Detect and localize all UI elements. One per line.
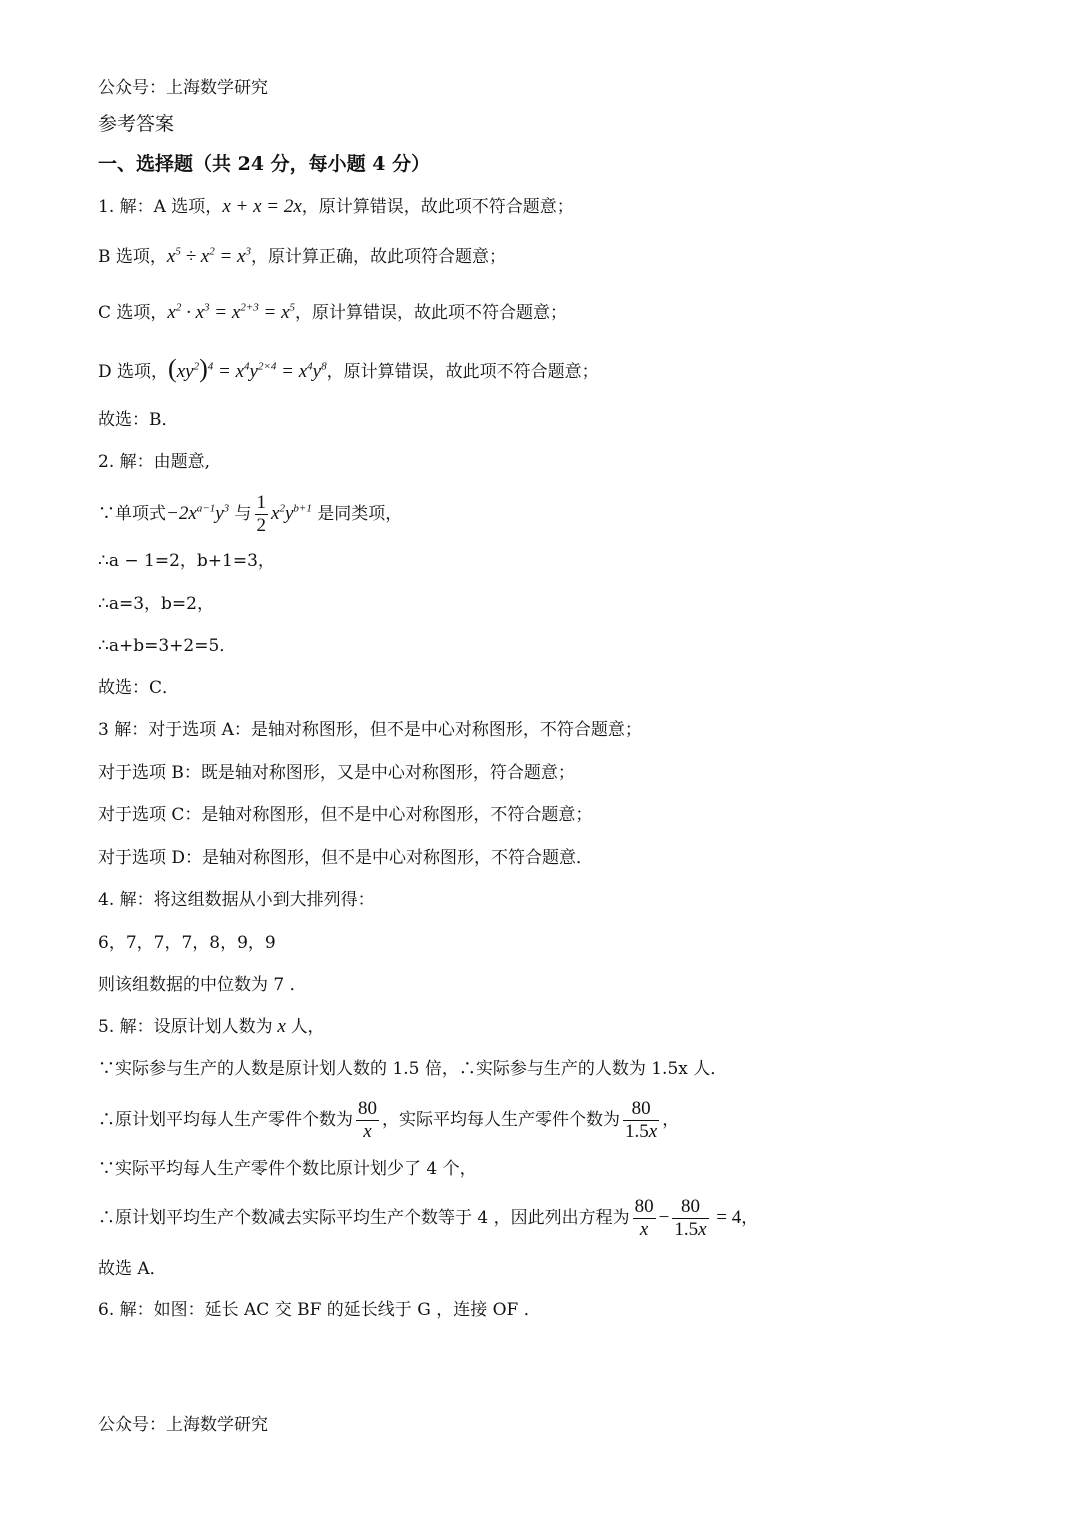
q2-answer: 故选：C．: [98, 678, 180, 698]
q4-line-2: 6，7，7，7，8，9，9: [98, 933, 276, 953]
q3-line-4: 对于选项 D：是轴对称图形，但不是中心对称图形，不符合题意．: [98, 848, 594, 868]
q2-line-1: 2. 解：由题意,: [98, 452, 211, 472]
q1-line-a: 1. 解：A 选项，x + x = 2x，原计算错误，故此项不符合题意；: [98, 196, 574, 217]
q5-line-4: ∵实际平均每人生产零件个数比原计划少了 4 个，: [98, 1159, 477, 1179]
q5-eq-fraction-2: $\frac{80}{1.5x}$: [674, 1196, 707, 1240]
q5-var-x: x: [272, 1016, 291, 1037]
q5-answer: 故选 A．: [98, 1259, 167, 1279]
section-heading: 一、选择题（共 24 分，每小题 4 分）: [98, 153, 431, 175]
page-header: 公众号：上海数学研究: [98, 78, 268, 98]
q5-line-3: ∴原计划平均每人生产零件个数为 $\frac{80}{x}$ ，实际平均每人生产零件个数为 $\frac{80}{1.5x}$ ，: [98, 1098, 680, 1142]
q3-line-2: 对于选项 B：既是轴对称图形，又是中心对称图形，符合题意；: [98, 763, 575, 783]
q1-formula-c: $x^2 \cdot x^3 = x^{2+3} = x^5$: [167, 301, 296, 323]
q2-fraction-half: $\frac{1}{2}$: [256, 492, 267, 536]
q4-line-1: 4. 解：将这组数据从小到大排列得：: [98, 890, 375, 910]
q2-monomial-2: $x^2y^{b+1}$: [271, 502, 312, 524]
q5-equals-4: = 4: [711, 1207, 742, 1228]
q5-eq-fraction-1: $\frac{80}{x}$: [634, 1196, 654, 1240]
q2-line-4: ∴a=3，b=2，: [98, 594, 214, 614]
q1-formula-b: $x^5 \div x^2 = x^3$: [166, 245, 251, 267]
q4-line-3: 则该组数据的中位数为 7 ．: [98, 975, 307, 995]
q2-line-2: ∵单项式$-2x^{a-1}y^3$ 与 $\frac{1}{2}$ $x^2y^{b+1}$ 是同类项，: [98, 492, 403, 536]
q2-monomial-1: $-2x^{a-1}y^3$: [166, 502, 230, 524]
q2-line-5: ∴a+b=3+2=5．: [98, 636, 237, 656]
q1-line-d: D 选项，$(xy^2)^4 = x^4y^{2\times 4} = x^4y^8$，原计算错误，故此项不符合题意；: [98, 354, 599, 383]
q5-fraction-80-over-1-5x: $\frac{80}{1.5x}$: [625, 1098, 658, 1142]
page-footer: 公众号：上海数学研究: [98, 1415, 268, 1435]
q6-line-1: 6. 解：如图：延长 AC 交 BF 的延长线于 G ，连接 OF ．: [98, 1300, 541, 1320]
q3-line-1: 3 解：对于选项 A：是轴对称图形，但不是中心对称图形，不符合题意；: [98, 720, 642, 740]
q1-formula-a: x + x = 2x: [222, 196, 302, 217]
q3-line-3: 对于选项 C：是轴对称图形，但不是中心对称图形，不符合题意；: [98, 805, 593, 825]
q2-line-3: ∴a − 1=2，b+1=3，: [98, 551, 275, 571]
q5-line-1: 5. 解：设原计划人数为 x 人，: [98, 1016, 325, 1037]
q5-line-2: ∵实际参与生产的人数是原计划人数的 1.5 倍，∴实际参与生产的人数为 1.5x 人．: [98, 1059, 728, 1079]
q5-line-5: ∴原计划平均生产个数减去实际平均生产个数等于 4 ，因此列出方程为 $\frac{80}{x}$ − $\frac{80}{1.5x}$ = 4，: [98, 1196, 759, 1240]
q1-answer: 故选：B．: [98, 410, 179, 430]
q5-fraction-80-over-x: $\frac{80}{x}$: [358, 1098, 377, 1142]
q5-minus: −: [658, 1207, 670, 1228]
q1-line-b: B 选项，$x^5 \div x^2 = x^3$，原计算正确，故此项符合题意；: [98, 245, 506, 267]
page-title: 参考答案: [98, 113, 175, 135]
q1-formula-d: $(xy^2)^4 = x^4y^{2\times 4} = x^4y^8$: [168, 354, 327, 383]
q1-line-c: C 选项，$x^2 \cdot x^3 = x^{2+3} = x^5$，原计算错误，故此项不符合题意；: [98, 301, 568, 323]
